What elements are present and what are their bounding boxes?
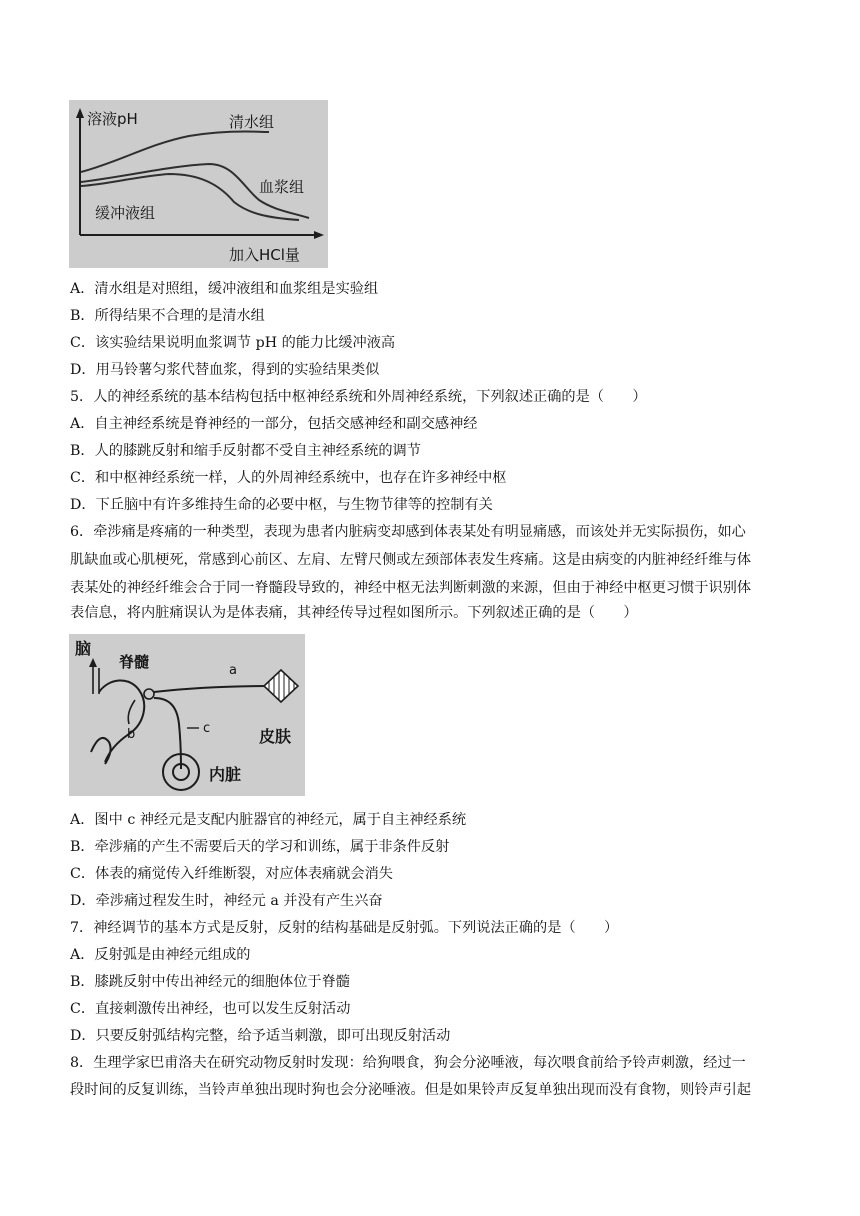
neuron-c-label: c <box>203 721 211 736</box>
x-axis-label: 加入HCl量 <box>229 246 300 264</box>
q5-option-a: A．自主神经系统是脊神经的一部分，包括交感神经和副交感神经 <box>70 416 478 432</box>
y-axis-label: 溶液pH <box>87 110 138 128</box>
neuron-a-label: a <box>229 663 237 678</box>
q6-stem-line-1: 6．牵涉痛是疼痛的一种类型，表现为患者内脏病变却感到体表某处有明显痛感，而该处并无实际损伤，如心 <box>70 524 746 540</box>
plasma-curve-label: 血浆组 <box>259 178 305 196</box>
q8-stem-line-2: 段时间的反复训练，当铃声单独出现时狗也会分泌唾液。但是如果铃声反复单独出现而没有食物，则铃声引起 <box>70 1082 752 1098</box>
q4-option-a: A．清水组是对照组，缓冲液组和血浆组是实验组 <box>70 281 379 297</box>
q5-option-c: C．和中枢神经系统一样，人的外周神经系统中，也存在许多神经中枢 <box>70 470 507 486</box>
buffer-curve-label: 缓冲液组 <box>95 204 156 222</box>
q7-option-b: B．膝跳反射中传出神经元的细胞体位于脊髓 <box>70 974 350 990</box>
q6-stem-line-4: 表信息，将内脏痛误认为是体表痛，其神经传导过程如图所示。下列叙述正确的是（ ） <box>70 605 638 621</box>
referred-pain-svg <box>69 634 305 796</box>
q5-stem: 5．人的神经系统的基本结构包括中枢神经系统和外周神经系统，下列叙述正确的是（ ） <box>70 389 647 405</box>
brain-label: 脑 <box>75 639 92 658</box>
q8-stem-line-1: 8．生理学家巴甫洛夫在研究动物反射时发现：给狗喂食，狗会分泌唾液，每次喂食前给予铃声刺激，经过一 <box>70 1055 746 1071</box>
ph-curve-figure <box>69 100 328 268</box>
q5-option-b: B．人的膝跳反射和缩手反射都不受自主神经系统的调节 <box>70 443 421 459</box>
q6-stem-line-2: 肌缺血或心肌梗死，常感到心前区、左肩、左臂尺侧或左颈部体表发生疼痛。这是由病变的内脏神经纤维与体 <box>70 552 752 568</box>
q6-option-a: A．图中 c 神经元是支配内脏器官的神经元，属于自主神经系统 <box>70 812 467 828</box>
q4-option-b: B．所得结果不合理的是清水组 <box>70 308 265 324</box>
neuron-b-label: b <box>127 727 136 742</box>
q7-option-c: C．直接刺激传出神经，也可以发生反射活动 <box>70 1001 351 1017</box>
q4-option-c: C．该实验结果说明血浆调节 pH 的能力比缓冲液高 <box>70 335 396 351</box>
q7-option-a: A．反射弧是由神经元组成的 <box>70 947 251 963</box>
q6-option-d: D．牵涉痛过程发生时，神经元 a 并没有产生兴奋 <box>70 893 383 909</box>
referred-pain-figure <box>69 634 305 796</box>
q6-option-b: B．牵涉痛的产生不需要后天的学习和训练，属于非条件反射 <box>70 839 450 855</box>
q6-option-c: C．体表的痛觉传入纤维断裂，对应体表痛就会消失 <box>70 866 393 882</box>
q6-stem-line-3: 表某处的神经纤维会合于同一脊髓段导致的，神经中枢无法判断刺激的来源，但由于神经中枢更习惯于识别体 <box>70 580 752 596</box>
spinal-cord-label: 脊髓 <box>119 653 150 671</box>
q7-option-d: D．只要反射弧结构完整，给予适当刺激，即可出现反射活动 <box>70 1028 451 1044</box>
water-curve-label: 清水组 <box>229 113 275 131</box>
skin-label: 皮肤 <box>259 727 292 746</box>
ph-curve-svg <box>69 100 328 268</box>
viscera-label: 内脏 <box>209 765 242 784</box>
q5-option-d: D．下丘脑中有许多维持生命的必要中枢，与生物节律等的控制有关 <box>70 497 493 513</box>
q4-option-d: D．用马铃薯匀浆代替血浆，得到的实验结果类似 <box>70 362 380 378</box>
q7-stem: 7．神经调节的基本方式是反射，反射的结构基础是反射弧。下列说法正确的是（ ） <box>70 920 619 936</box>
